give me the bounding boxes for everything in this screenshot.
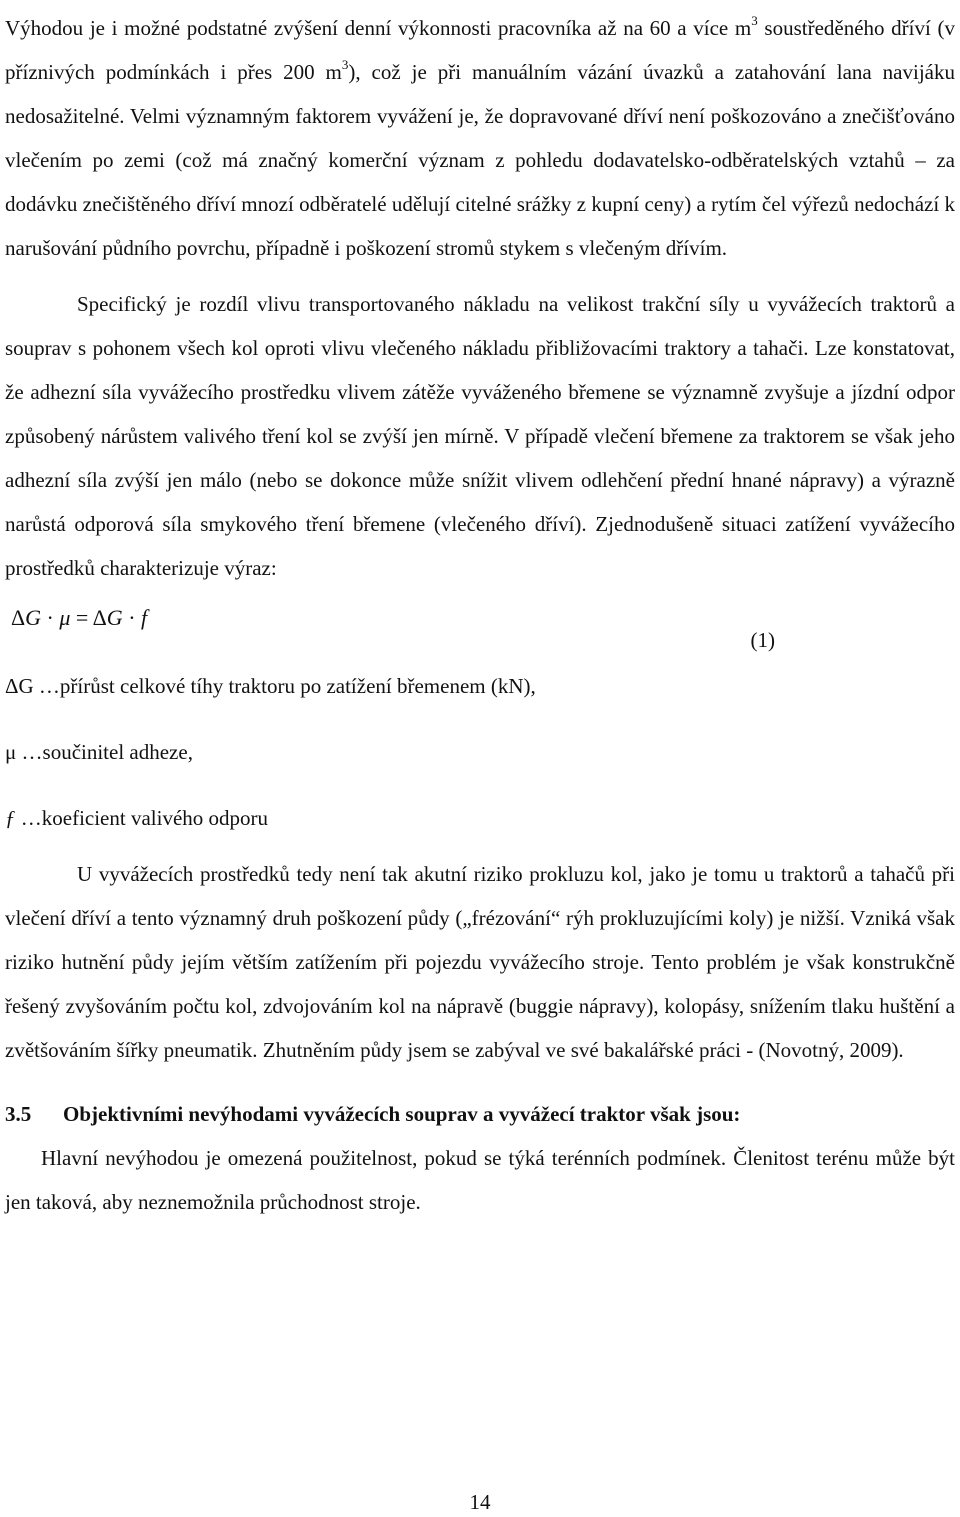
- equation-formula: ΔG · μ = ΔG · f: [11, 605, 148, 630]
- paragraph-advantages: Výhodou je i možné podstatné zvýšení denní výkonnosti pracovníka až na 60 a více $m^3$ soustředěného dříví (v příznivých podmínkách i přes 200 $m^3$), což je při manuálním vázání úvazků a zatahování lana navijáku nedosažitelné. Velmi významným faktorem vyvážení je, že dopravované dříví není poškozováno a znečišťováno vlečením po zemi (což má značný komerční význam z pohledu dodavatelsko-odběratelských vztahů – za dodávku znečištěného dříví mnozí odběratelé udělují citelné srážky z kupní ceny) a rytím čel výřezů nedochází k narušování půdního povrchu, případně i poškození stromů stykem s vlečeným dřívím.: [5, 13, 955, 260]
- definition-mu: μ …součinitel adheze,: [5, 740, 193, 764]
- paragraph-disadvantages: Hlavní nevýhodou je omezená použitelnost, pokud se týká terénních podmínek. Členitost terénu může být jen taková, aby neznemožnila průchodnost stroje.: [5, 1146, 955, 1214]
- document-page: [5, 0, 955, 1224]
- page-number: 14: [469, 1490, 491, 1514]
- section-title: Objektivními nevýhodami vyvážecích souprav a vyvážecí traktor však jsou:: [63, 1102, 741, 1126]
- definition-f: ƒ …koeficient valivého odporu: [5, 806, 269, 830]
- section-heading: [5, 1092, 955, 1136]
- section-number: 3.5: [5, 1102, 32, 1126]
- definition-delta-g: ΔG …přírůst celkové tíhy traktoru po zatížení břemenem (kN),: [5, 674, 536, 698]
- equation-1: [5, 598, 955, 664]
- equation-number: (1): [750, 628, 775, 652]
- paragraph-soil-damage: U vyvážecích prostředků tedy není tak akutní riziko prokluzu kol, jako je tomu u traktorů a tahačů při vlečení dříví a tento významný druh poškození půdy („frézování“ rýh prokluzujícími koly) je nižší. Vzniká však riziko hutnění půdy jejím větším zatížením při pojezdu vyvážecího stroje. Tento problém je však konstrukčně řešený zvyšováním počtu kol, zdvojováním kol na nápravě (buggie nápravy), kolopásy, snížením tlaku huštění a zvětšováním šířky pneumatik. Zhutněním půdy jsem se zabýval ve své bakalářské práci - (Novotný, 2009).: [5, 862, 955, 1062]
- paragraph-traction: Specifický je rozdíl vlivu transportovaného nákladu na velikost trakční síly u vyvážecích traktorů a souprav s pohonem všech kol oproti vlivu vlečeného nákladu přibližovacími traktory a tahači. Lze konstatovat, že adhezní síla vyvážecího prostředku vlivem zátěže vyváženého břemene se významně zvyšuje a jízdní odpor způsobený nárůstem valivého tření kol se zvýší jen mírně. V případě vlečení břemene za traktorem se však jeho adhezní síla zvýší jen málo (nebo se dokonce může snížit vlivem odlehčení přední hnané nápravy) a výrazně narůstá odporová síla smykového tření břemene (vlečeného dříví). Zjednodušeně situaci zatížení vyvážecího prostředků charakterizuje výraz:: [5, 292, 955, 580]
